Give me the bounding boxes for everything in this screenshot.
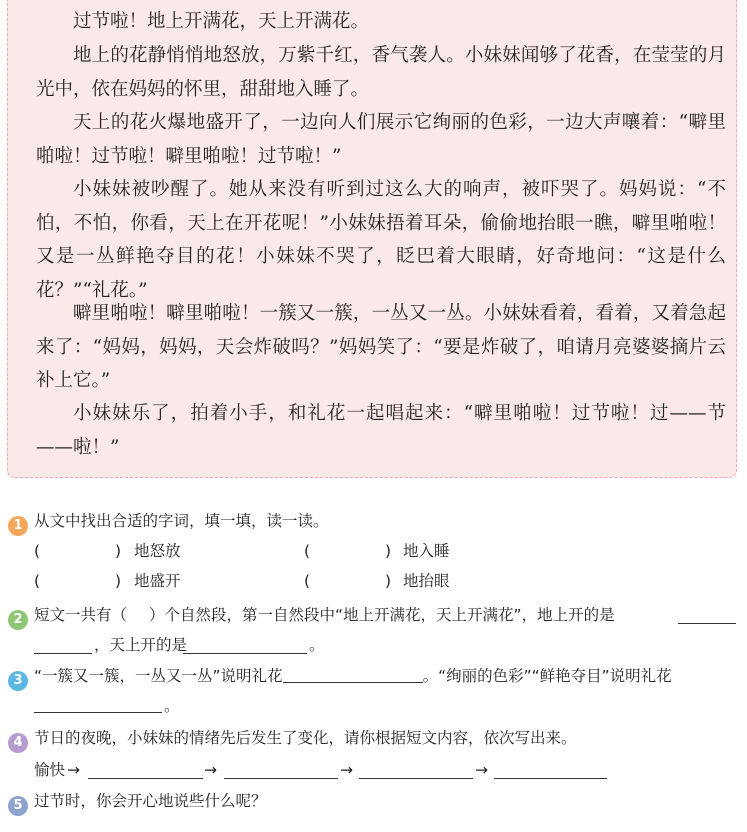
question-2 (8, 604, 615, 630)
answer-blank-fireworks-colorful[interactable] (34, 711, 162, 713)
question-5-number: 5 (8, 796, 28, 816)
emotion-blank-3[interactable] (359, 777, 473, 779)
question-2-number: 2 (8, 610, 28, 630)
question-1 (8, 510, 329, 536)
answer-blank-fireworks-many[interactable] (283, 668, 423, 683)
question-5-text: 过节时，你会开心地说些什么呢？ (34, 792, 267, 810)
paragraph-4: 小妹妹被吵醒了。她从来没有听到过这么大的响声，被吓哭了。妈妈说：“不怕，不怕，你看，天上在开花呢！”小妹妹捂着耳朵，偷偷地抬眼一瞧，噼里啪啦！又是一丛鲜艳夺目的花！小妹妹不哭了，眨巴着大眼睛，好奇地问：“这是什么花？”“礼花。” (36, 179, 726, 301)
question-5 (8, 790, 267, 816)
question-2-text-c: ，天上开的是 (94, 636, 188, 654)
arrow-2: → (204, 761, 217, 779)
q1-open-4: ( (304, 572, 311, 590)
paragraph-3: 天上的花火爆地盛开了，一边向人们展示它绚丽的色彩，一边大声嚷着：“噼里啪啦！过节啦！噼里啪啦！过节啦！” (36, 112, 726, 167)
question-3-text-a: “一簇又一簇，一丛又一丛”说明礼花 (34, 667, 283, 685)
paragraph-6: 小妹妹乐了，拍着小手，和礼花一起唱起来：“噼里啪啦！过节啦！过——节——啦！” (36, 403, 726, 458)
paragraph-1: 过节啦！地上开满花，天上开满花。 (73, 11, 370, 32)
arrow-4: → (475, 761, 488, 779)
q1-item-1: 地怒放 (134, 542, 181, 560)
q1-open-1: ( (34, 542, 41, 560)
q1-item-4: 地抬眼 (403, 572, 450, 590)
paragraph-2: 地上的花静悄悄地怒放，万紫千红，香气袭人。小妹妹闻够了花香，在莹莹的月光中，依在妈妈的怀里，甜甜地入睡了。 (36, 45, 726, 100)
answer-blank-sky-flowers[interactable] (183, 652, 307, 654)
question-1-text: 从文中找出合适的字词，填一填，读一读。 (34, 512, 329, 530)
paragraph-5: 噼里啪啦！噼里啪啦！一簇又一簇，一丛又一丛。小妹妹看着，看着，又着急起来了：“妈妈，妈妈，天会炸破吗？”妈妈笑了：“要是炸破了，咱请月亮婆婆摘片云补上它。” (36, 303, 726, 391)
question-2-text-b: ）个自然段，第一自然段中“地上开满花，天上开满花”，地上开的是 (149, 606, 615, 624)
question-3-text-b: 。“绚丽的色彩”“鲜艳夺目”说明礼花 (422, 667, 672, 685)
q1-item-2: 地入睡 (403, 542, 450, 560)
question-2-text-a: 短文一共有（ (34, 606, 128, 624)
arrow-1: → (67, 761, 80, 779)
emotion-blank-2[interactable] (224, 777, 338, 779)
story-passage (7, 0, 737, 478)
q1-close-2: ) (385, 542, 392, 560)
question-2-text-d: 。 (309, 636, 325, 654)
question-3-text-c: 。 (164, 697, 180, 715)
question-3-number: 3 (8, 671, 28, 691)
q1-open-2: ( (304, 542, 311, 560)
q1-close-4: ) (385, 572, 392, 590)
question-4 (8, 727, 577, 753)
question-4-number: 4 (8, 733, 28, 753)
emotion-start: 愉快 (34, 761, 66, 779)
q1-open-3: ( (34, 572, 41, 590)
answer-blank-ground-flowers-a[interactable] (678, 622, 736, 624)
q1-close-1: ) (115, 542, 122, 560)
q1-close-3: ) (115, 572, 122, 590)
q1-item-3: 地盛开 (134, 572, 181, 590)
question-1-number: 1 (8, 516, 28, 536)
question-3 (8, 665, 672, 691)
emotion-blank-4[interactable] (494, 777, 607, 779)
arrow-3: → (340, 761, 353, 779)
question-4-text: 节日的夜晚，小妹妹的情绪先后发生了变化，请你根据短文内容，依次写出来。 (34, 729, 577, 747)
emotion-blank-1[interactable] (88, 777, 203, 779)
answer-blank-ground-flowers-b[interactable] (34, 652, 92, 654)
